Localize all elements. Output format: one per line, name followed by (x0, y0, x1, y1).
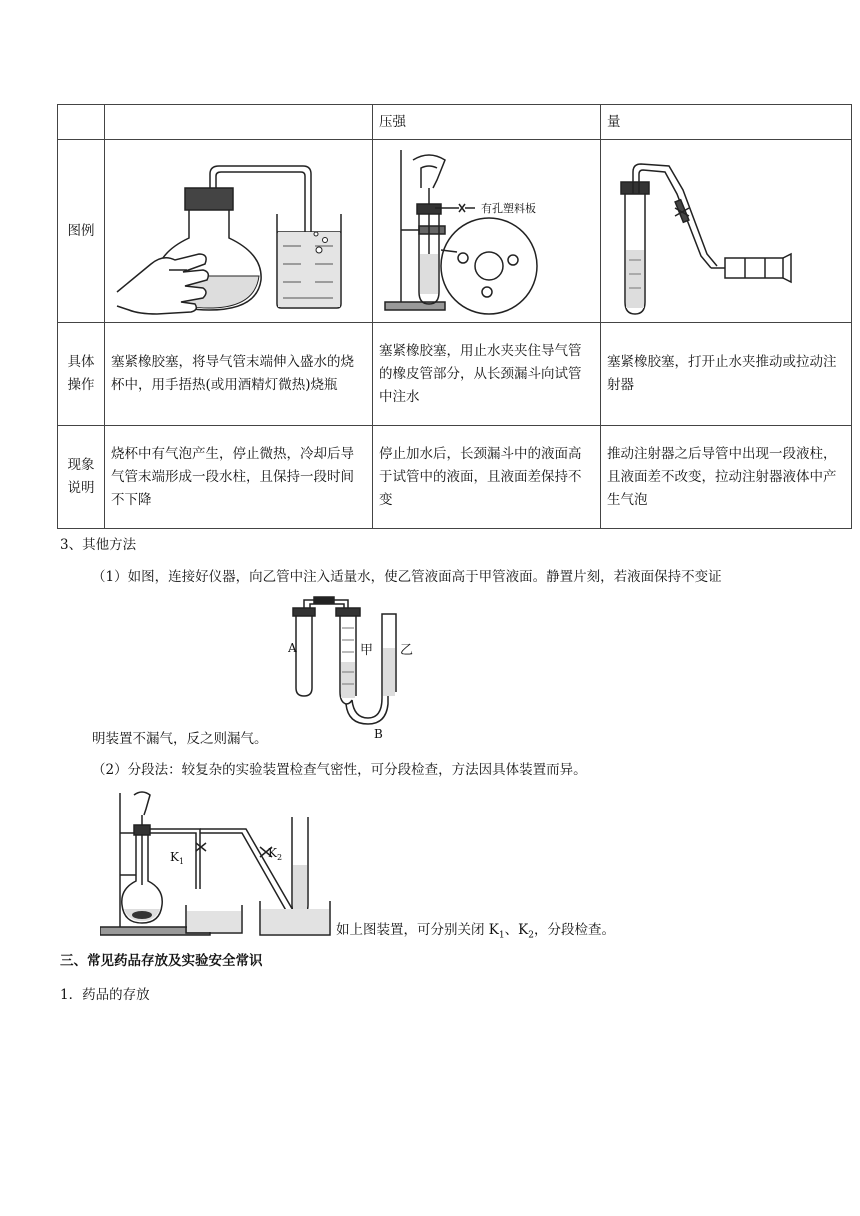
figure-cell (105, 140, 373, 323)
method-1-text: （1）如图，连接好仪器，向乙管中注入适量水，使乙管液面高于甲管液面。静置片刻，若液面保持不变证 (92, 569, 722, 585)
caption-subscript: 1 (498, 930, 505, 941)
k2-letter: K (268, 846, 277, 860)
header-cell (58, 105, 105, 140)
operation-cell: 塞紧橡胶塞，打开止水夹推动或拉动注射器 (601, 323, 852, 426)
operation-cell: 塞紧橡胶塞，用止水夹夹住导气管的橡皮管部分，从长颈漏斗向试管中注水 (373, 323, 601, 426)
table-header-row (58, 105, 852, 140)
perforated-plate-label: 有孔塑料板 (481, 203, 536, 215)
table-figure-row (58, 140, 852, 323)
figure-cell (373, 140, 601, 323)
item-1-title: 1．药品的存放 (60, 987, 150, 1003)
funnel-tube-figure (379, 142, 594, 320)
tube-jia-label: 甲 (360, 643, 374, 658)
tube-b-label: B (374, 727, 383, 741)
figure-cell (601, 140, 852, 323)
k1-letter: K (170, 850, 179, 864)
caption-text: ，分段检查。 (533, 922, 615, 938)
header-cell (105, 105, 373, 140)
table-phenomenon-row (58, 426, 852, 529)
section-heading-3: 三、常见药品存放及实验安全常识 (60, 953, 263, 969)
segmented-apparatus-figure (100, 785, 335, 940)
table-operation-row (58, 323, 852, 426)
caption-subscript: 2 (528, 930, 534, 941)
header-cell: 压强 (373, 105, 601, 140)
tube-yi-label: 乙 (400, 643, 414, 658)
caption-text: 、K (504, 922, 529, 938)
k2-label (268, 846, 282, 862)
operation-cell: 塞紧橡胶塞，将导气管末端伸入盛水的烧杯中，用手捂热(或用酒精灯微热)烧瓶 (105, 323, 373, 426)
syringe-tube-figure (607, 142, 845, 320)
method-2-caption (336, 920, 615, 946)
phenomenon-cell: 烧杯中有气泡产生，停止微热，冷却后导气管末端形成一段水柱，且保持一段时间不下降 (105, 426, 373, 529)
flask-hand-warming-figure (111, 142, 366, 320)
k2-subscript: 2 (276, 853, 283, 862)
method-1-continuation: 明装置不漏气，反之则漏气。 (92, 731, 268, 747)
tube-a-label: A (288, 641, 297, 655)
row-label: 现象说明 (58, 426, 105, 529)
header-cell: 量 (601, 105, 852, 140)
section-3-title: 3、其他方法 (60, 537, 137, 553)
gas-tightness-table (57, 104, 852, 529)
row-label: 具体操作 (58, 323, 105, 426)
method-2-text: （2）分段法：较复杂的实验装置检查气密性，可分段检查，方法因具体装置而异。 (92, 762, 587, 778)
row-label: 图例 (58, 140, 105, 323)
phenomenon-cell: 停止加水后，长颈漏斗中的液面高于试管中的液面，且液面差保持不变 (373, 426, 601, 529)
k1-subscript: 1 (178, 857, 185, 866)
k1-label (170, 850, 184, 866)
phenomenon-cell: 推动注射器之后导管中出现一段液柱，且液面差不改变，拉动注射器液体中产生气泡 (601, 426, 852, 529)
caption-text: 如上图装置，可分别关闭 K (336, 922, 499, 938)
u-tube-figure (288, 592, 428, 742)
